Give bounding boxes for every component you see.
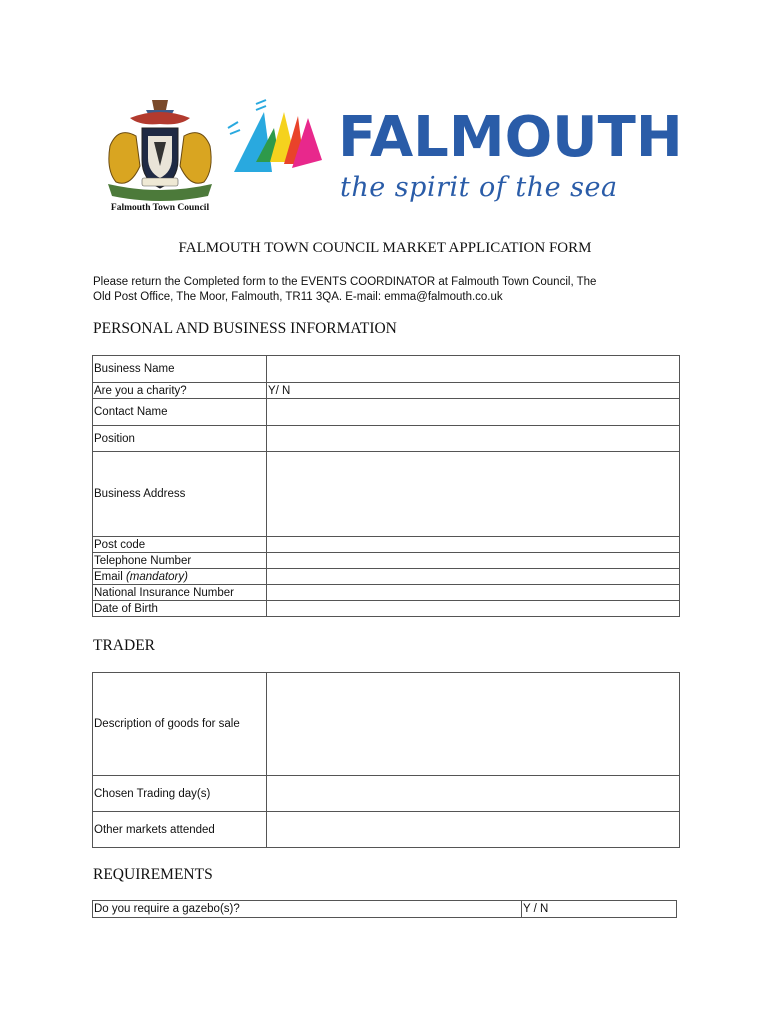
telephone-label: Telephone Number [93,553,267,569]
position-label: Position [93,426,267,452]
post-code-field[interactable] [267,537,680,553]
goods-description-label: Description of goods for sale [93,673,267,776]
ni-number-label: National Insurance Number [93,585,267,601]
dob-label: Date of Birth [93,601,267,617]
email-label-text: Email [94,570,123,583]
business-name-field[interactable] [267,356,680,383]
ni-number-field[interactable] [267,585,680,601]
other-markets-label: Other markets attended [93,812,267,848]
post-code-label: Post code [93,537,267,553]
other-markets-field[interactable] [267,812,680,848]
charity-label: Are you a charity? [93,383,267,399]
trading-days-field[interactable] [267,776,680,812]
gazebo-label: Do you require a gazebo(s)? [93,901,522,918]
section-heading-personal: PERSONAL AND BUSINESS INFORMATION [93,320,397,337]
email-field[interactable] [267,569,680,585]
trading-days-label: Chosen Trading day(s) [93,776,267,812]
position-field[interactable] [267,426,680,452]
instructions-line-2: Old Post Office, The Moor, Falmouth, TR11 3QA. E-mail: emma@falmouth.co.uk [93,291,503,303]
email-mandatory-note: (mandatory) [125,570,188,583]
charity-field[interactable]: Y/ N [267,383,680,399]
brand-tagline: the spirit of the sea [340,172,618,203]
telephone-field[interactable] [267,553,680,569]
crest-caption: Falmouth Town Council [110,203,210,213]
email-label [93,569,267,585]
trader-table [92,672,680,848]
business-address-label: Business Address [93,452,267,537]
section-heading-trader: TRADER [93,637,155,654]
contact-name-field[interactable] [267,399,680,426]
section-heading-requirements: REQUIREMENTS [93,866,213,883]
gazebo-field[interactable]: Y / N [522,901,677,918]
goods-description-field[interactable] [267,673,680,776]
instructions-line-1: Please return the Completed form to the EVENTS COORDINATOR at Falmouth Town Council, The [93,276,597,288]
council-crest-logo [100,96,220,218]
form-title: FALMOUTH TOWN COUNCIL MARKET APPLICATION FORM [178,240,592,256]
dob-field[interactable] [267,601,680,617]
business-name-label: Business Name [93,356,267,383]
contact-name-label: Contact Name [93,399,267,426]
form-instructions [93,275,683,305]
brand-name: FALMOUTH [338,105,683,170]
personal-info-table [92,355,680,617]
business-address-field[interactable] [267,452,680,537]
sails-logo [226,98,326,172]
requirements-table [92,900,677,918]
